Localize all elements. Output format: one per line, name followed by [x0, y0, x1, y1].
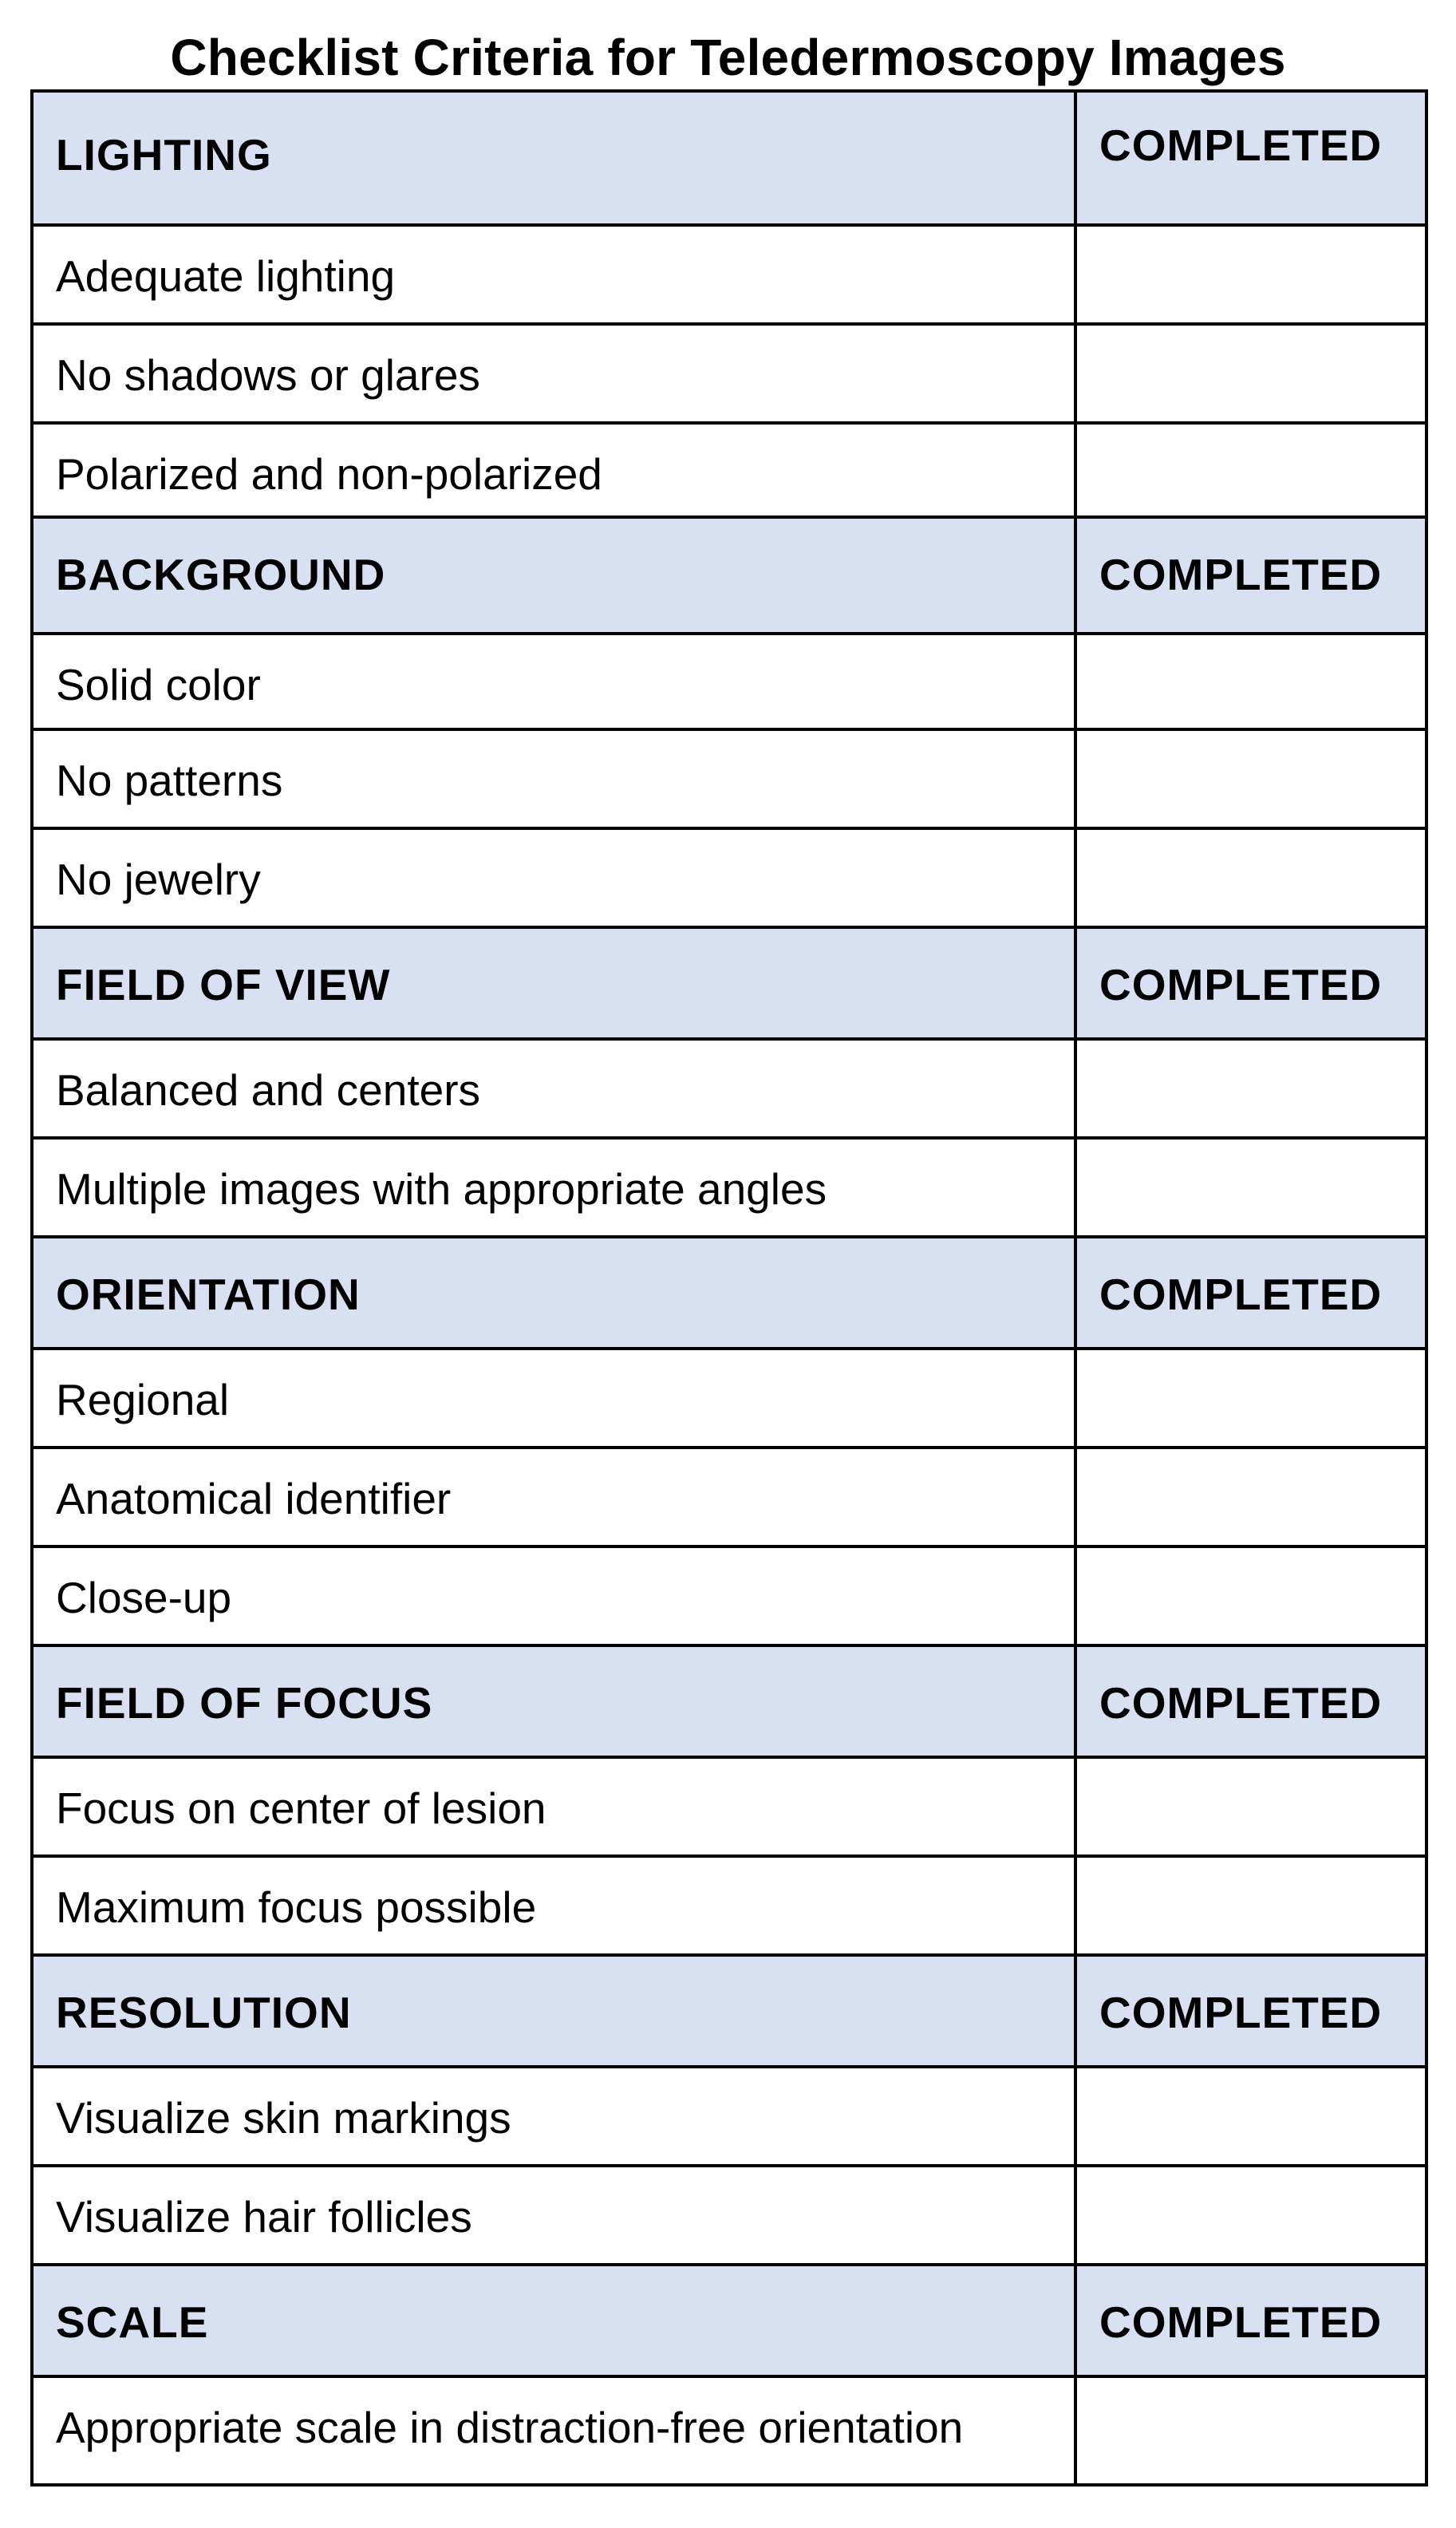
criterion-label: Balanced and centers [56, 1065, 481, 1115]
completed-header-cell [1075, 2265, 1426, 2376]
criterion-cell [32, 225, 1075, 324]
criterion-cell [32, 423, 1075, 517]
completed-header-label: COMPLETED [1099, 1270, 1383, 1319]
checklist-row [32, 1856, 1426, 1955]
checklist-row [32, 423, 1426, 517]
criterion-cell [32, 729, 1075, 828]
section-title-cell [32, 1237, 1075, 1349]
criterion-cell [32, 2166, 1075, 2265]
completed-header-cell [1075, 927, 1426, 1039]
criterion-label: No shadows or glares [56, 350, 480, 400]
section-title-cell [32, 1645, 1075, 1757]
completed-checkbox-cell[interactable] [1075, 1448, 1426, 1546]
checklist-row [32, 1349, 1426, 1448]
checklist-row [32, 2067, 1426, 2166]
section-header-background [32, 517, 1426, 634]
document-title: Checklist Criteria for Teledermoscopy Images [170, 29, 1286, 86]
criterion-cell [32, 1138, 1075, 1237]
section-header-scale [32, 2265, 1426, 2376]
checklist-row [32, 1546, 1426, 1645]
completed-checkbox-cell[interactable] [1075, 1138, 1426, 1237]
criterion-label: Adequate lighting [56, 251, 396, 301]
criterion-label: Anatomical identifier [56, 1474, 452, 1523]
criterion-cell [32, 1856, 1075, 1955]
criterion-label: Close-up [56, 1573, 232, 1622]
checklist-row [32, 1039, 1426, 1138]
section-header-lighting [32, 91, 1426, 225]
criterion-cell [32, 2067, 1075, 2166]
section-title: SCALE [56, 2297, 209, 2347]
criterion-cell [32, 1448, 1075, 1546]
criterion-cell [32, 828, 1075, 927]
checklist-table [30, 89, 1428, 2487]
criterion-label: No jewelry [56, 855, 261, 904]
completed-header-label: COMPLETED [1099, 960, 1383, 1009]
section-title-cell [32, 1955, 1075, 2067]
criterion-label: Visualize hair follicles [56, 2192, 472, 2242]
completed-checkbox-cell[interactable] [1075, 2376, 1426, 2485]
completed-header-label: COMPLETED [1099, 120, 1383, 170]
completed-checkbox-cell[interactable] [1075, 225, 1426, 324]
section-title: LIGHTING [56, 130, 272, 180]
completed-checkbox-cell[interactable] [1075, 634, 1426, 729]
criterion-cell [32, 1546, 1075, 1645]
completed-checkbox-cell[interactable] [1075, 2166, 1426, 2265]
criterion-label: Appropriate scale in distraction-free orientation [56, 2403, 964, 2452]
checklist-body [32, 91, 1426, 2485]
criterion-label: No patterns [56, 756, 283, 805]
section-title: BACKGROUND [56, 550, 386, 599]
section-header-field-of-view [32, 927, 1426, 1039]
completed-checkbox-cell[interactable] [1075, 2067, 1426, 2166]
checklist-row [32, 2376, 1426, 2485]
criterion-label: Visualize skin markings [56, 2093, 511, 2143]
completed-checkbox-cell[interactable] [1075, 1757, 1426, 1856]
completed-header-label: COMPLETED [1099, 550, 1383, 599]
completed-header-cell [1075, 91, 1426, 225]
criterion-cell [32, 324, 1075, 423]
section-title-cell [32, 517, 1075, 634]
checklist-row [32, 2166, 1426, 2265]
criterion-label: Regional [56, 1375, 230, 1424]
criterion-label: Solid color [56, 660, 261, 709]
completed-checkbox-cell[interactable] [1075, 324, 1426, 423]
checklist-row [32, 1448, 1426, 1546]
completed-checkbox-cell[interactable] [1075, 423, 1426, 517]
completed-checkbox-cell[interactable] [1075, 729, 1426, 828]
checklist-row [32, 828, 1426, 927]
completed-header-label: COMPLETED [1099, 1678, 1383, 1728]
completed-checkbox-cell[interactable] [1075, 828, 1426, 927]
section-header-orientation [32, 1237, 1426, 1349]
criterion-cell [32, 2376, 1075, 2485]
checklist-row [32, 634, 1426, 729]
completed-checkbox-cell[interactable] [1075, 1546, 1426, 1645]
criterion-cell [32, 634, 1075, 729]
section-header-field-of-focus [32, 1645, 1426, 1757]
completed-header-label: COMPLETED [1099, 2297, 1383, 2347]
criterion-label: Multiple images with appropriate angles [56, 1164, 827, 1214]
completed-header-cell [1075, 1237, 1426, 1349]
section-title-cell [32, 2265, 1075, 2376]
completed-header-label: COMPLETED [1099, 1988, 1383, 2037]
criterion-label: Maximum focus possible [56, 1882, 537, 1932]
completed-checkbox-cell[interactable] [1075, 1039, 1426, 1138]
criterion-cell [32, 1039, 1075, 1138]
checklist-row [32, 1138, 1426, 1237]
completed-checkbox-cell[interactable] [1075, 1349, 1426, 1448]
criterion-cell [32, 1349, 1075, 1448]
checklist-row [32, 324, 1426, 423]
section-title-cell [32, 927, 1075, 1039]
completed-checkbox-cell[interactable] [1075, 1856, 1426, 1955]
criterion-label: Focus on center of lesion [56, 1783, 546, 1833]
completed-header-cell [1075, 1645, 1426, 1757]
section-title: ORIENTATION [56, 1270, 361, 1319]
completed-header-cell [1075, 517, 1426, 634]
criterion-label: Polarized and non-polarized [56, 449, 602, 499]
checklist-row [32, 1757, 1426, 1856]
completed-header-cell [1075, 1955, 1426, 2067]
section-title: FIELD OF FOCUS [56, 1678, 433, 1728]
section-header-resolution [32, 1955, 1426, 2067]
section-title-cell [32, 91, 1075, 225]
checklist-row [32, 225, 1426, 324]
checklist-row [32, 729, 1426, 828]
section-title: FIELD OF VIEW [56, 960, 391, 1009]
section-title: RESOLUTION [56, 1988, 352, 2037]
criterion-cell [32, 1757, 1075, 1856]
